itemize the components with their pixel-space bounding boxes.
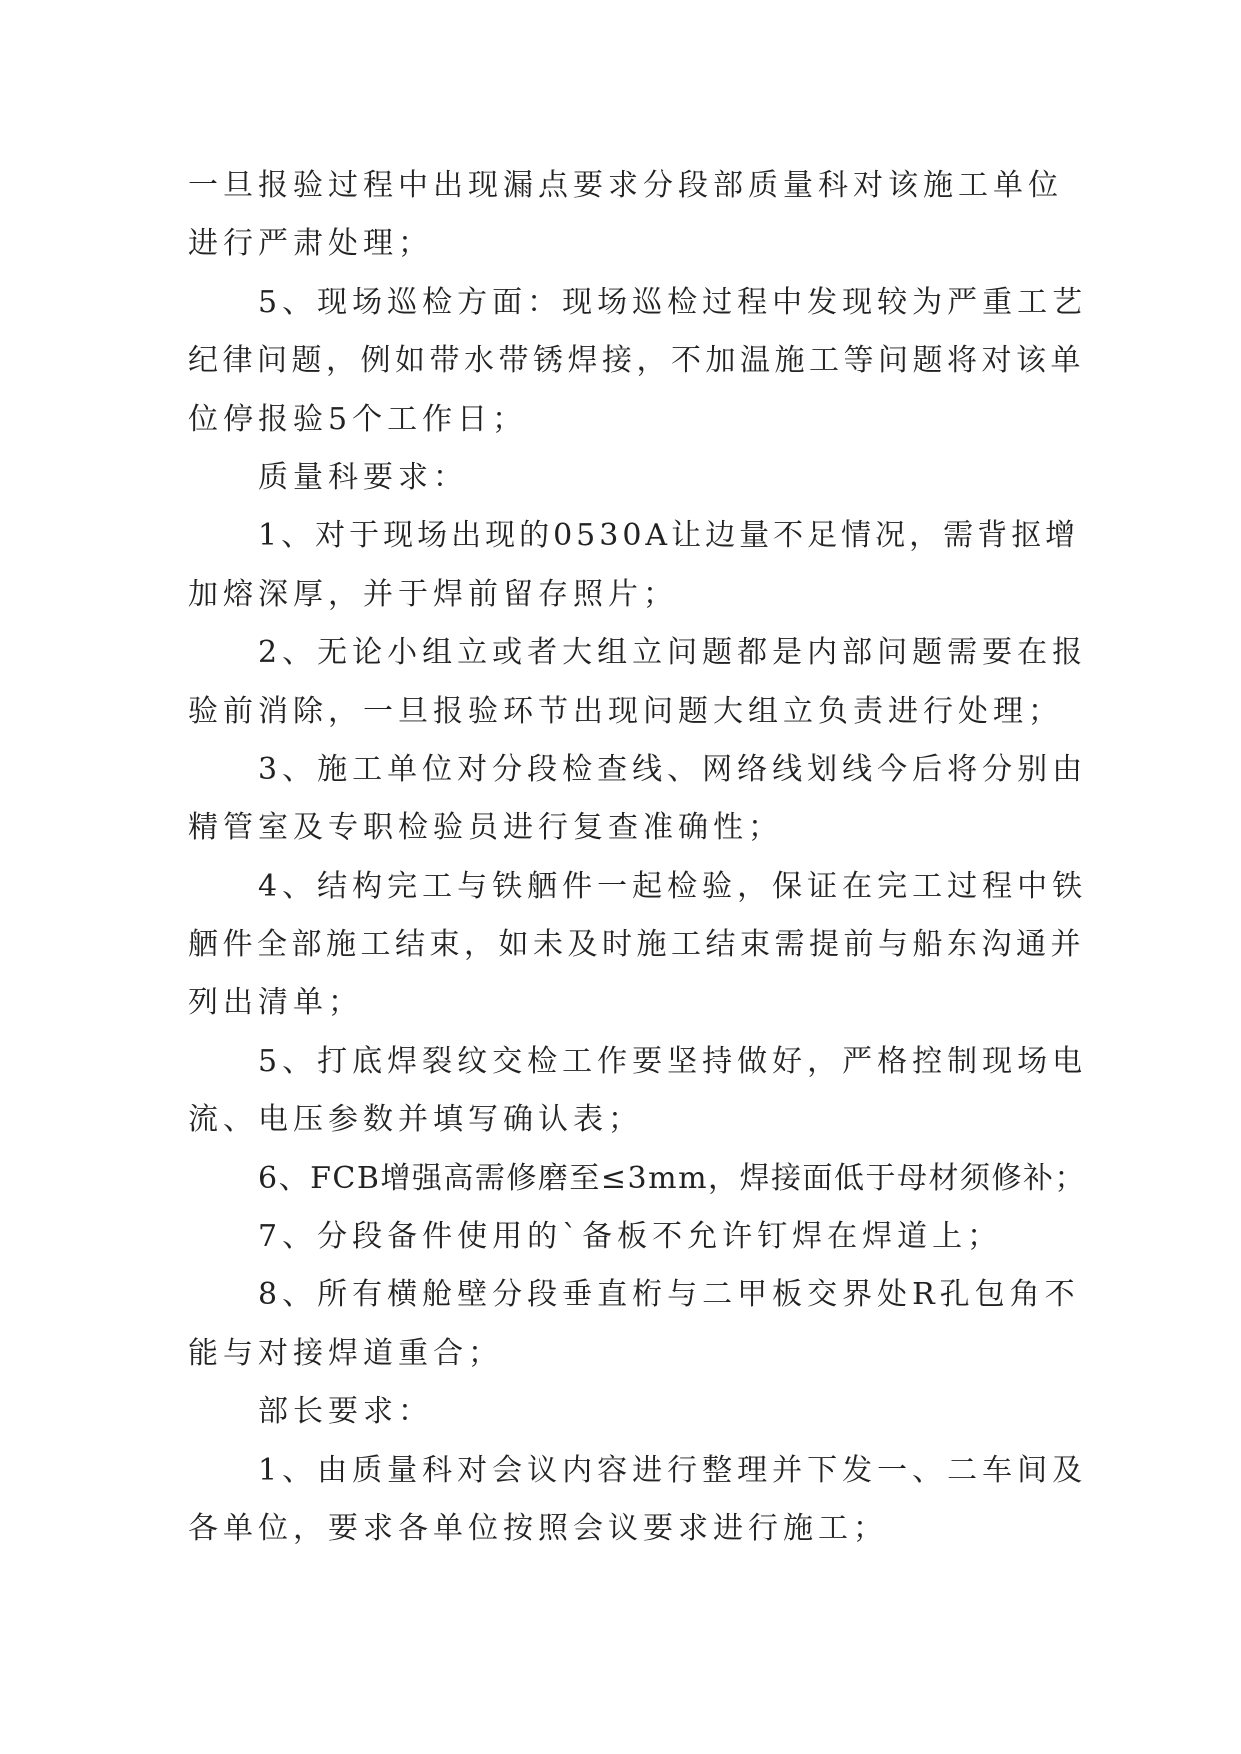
text-line: 舾件全部施工结束，如未及时施工结束需提前与船东沟通并 <box>188 927 1085 963</box>
text-line: 能与对接焊道重合； <box>188 1335 503 1371</box>
section-heading: 部长要求： <box>258 1394 433 1430</box>
text-line: 精管室及专职检验员进行复查准确性； <box>188 810 783 846</box>
text-line: 5、打底焊裂纹交检工作要坚持做好，严格控制现场电 <box>258 1043 1088 1079</box>
text-line: 2、无论小组立或者大组立问题都是内部问题需要在报 <box>258 635 1088 671</box>
text-line: 5、现场巡检方面：现场巡检过程中发现较为严重工艺 <box>258 284 1088 320</box>
text-line: 4、结构完工与铁舾件一起检验，保证在完工过程中铁 <box>258 868 1088 904</box>
text-line: 6、FCB增强高需修磨至≤3mm，焊接面低于母材须修补； <box>258 1160 1087 1196</box>
text-line: 各单位，要求各单位按照会议要求进行施工； <box>188 1510 888 1546</box>
text-line: 进行严肃处理； <box>188 226 433 262</box>
text-line: 位停报验5个工作日； <box>188 401 528 437</box>
text-line: 列出清单； <box>188 985 363 1021</box>
document-body <box>188 157 1088 1558</box>
text-line: 7、分段备件使用的`备板不允许钉焊在焊道上； <box>258 1219 1003 1255</box>
text-line: 流、电压参数并填写确认表； <box>188 1102 643 1138</box>
text-line: 8、所有横舱壁分段垂直桁与二甲板交界处R孔包角不 <box>258 1277 1080 1313</box>
text-line: 1、由质量科对会议内容进行整理并下发一、二车间及 <box>258 1452 1088 1488</box>
text-line: 一旦报验过程中出现漏点要求分段部质量科对该施工单位 <box>188 168 1063 203</box>
text-line: 1、对于现场出现的0530A让边量不足情况，需背抠增 <box>258 518 1080 554</box>
text-line: 验前消除，一旦报验环节出现问题大组立负责进行处理； <box>188 693 1063 729</box>
section-heading: 质量科要求： <box>258 459 468 495</box>
text-line: 3、施工单位对分段检查线、网络线划线今后将分别由 <box>258 751 1088 787</box>
text-line: 纪律问题，例如带水带锈焊接，不加温施工等问题将对该单 <box>188 343 1085 379</box>
text-line: 加熔深厚，并于焊前留存照片； <box>188 576 678 612</box>
